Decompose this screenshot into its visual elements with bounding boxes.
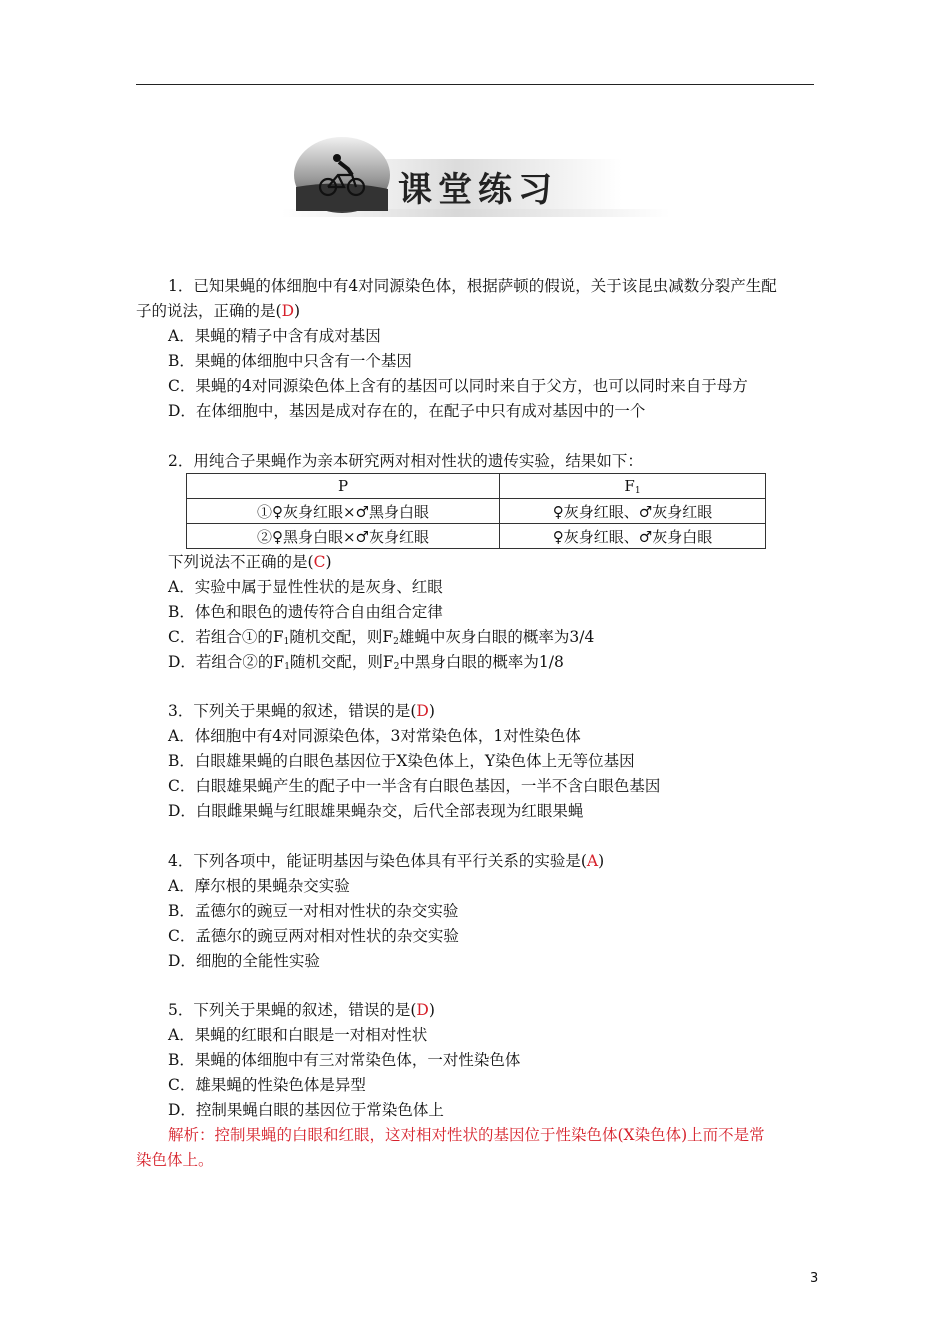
q1-option-b: B．果蝇的体细胞中只含有一个基因 (168, 352, 412, 370)
q3-option-b: B．白眼雄果蝇的白眼色基因位于X染色体上，Y染色体上无等位基因 (168, 752, 635, 770)
q2-stem: 2．用纯合子果蝇作为亲本研究两对相对性状的遗传实验，结果如下： (168, 452, 643, 470)
q5-option-a: A．果蝇的红眼和白眼是一对相对性状 (168, 1026, 428, 1044)
q4-option-d: D．细胞的全能性实验 (168, 952, 320, 970)
q2-answer: C (313, 553, 326, 571)
q3-stem: 3．下列关于果蝇的叙述，错误的是(D) (168, 702, 435, 720)
section-banner (282, 131, 670, 221)
q5-stem: 5．下列关于果蝇的叙述，错误的是(D) (168, 1001, 435, 1019)
q3-answer: D (416, 702, 429, 720)
q5-option-b: B．果蝇的体细胞中有三对常染色体，一对性染色体 (168, 1051, 521, 1069)
q1-option-d: D．在体细胞中，基因是成对存在的，在配子中只有成对基因中的一个 (168, 402, 646, 420)
q1-option-c: C．果蝇的4对同源染色体上含有的基因可以同时来自于父方，也可以同时来自于母方 (168, 377, 748, 395)
q5-option-c: C．雄果蝇的性染色体是异型 (168, 1076, 366, 1094)
q2-cross-table (186, 473, 766, 549)
table-row (187, 524, 766, 549)
q5-answer: D (416, 1001, 429, 1019)
q1-answer: D (281, 302, 294, 320)
row1-parents: ①♀灰身红眼×♂黑身白眼 (187, 499, 500, 524)
q1-option-a: A．果蝇的精子中含有成对基因 (168, 327, 381, 345)
q3-option-c: C．白眼雄果蝇产生的配子中一半含有白眼色基因，一半不含白眼色基因 (168, 777, 661, 795)
q3-option-d: D．白眼雌果蝇与红眼雄果蝇杂交，后代全部表现为红眼果蝇 (168, 802, 584, 820)
q4-answer: A (586, 852, 599, 870)
header-p: P (187, 474, 500, 499)
q2-option-d: D．若组合②的$F_1$随机交配，则$F_2$中黑身白眼的概率为1/8 (168, 653, 564, 672)
q2-option-a: A．实验中属于显性性状的是灰身、红眼 (168, 578, 443, 596)
q2-option-b: B．体色和眼色的遗传符合自由组合定律 (168, 603, 443, 621)
q2-ask: 下列说法不正确的是(C) (168, 553, 332, 571)
table-header-row (187, 474, 766, 499)
row2-offspring: ♀灰身红眼、♂灰身白眼 (500, 524, 766, 549)
q4-option-a: A．摩尔根的果蝇杂交实验 (168, 877, 350, 895)
header-f1: $F_1$ (500, 474, 766, 499)
row1-offspring: ♀灰身红眼、♂灰身红眼 (500, 499, 766, 524)
top-rule (136, 84, 814, 85)
page-number: 3 (810, 1271, 819, 1286)
q5-analysis-line1: 解析：控制果蝇的白眼和红眼，这对相对性状的基因位于性染色体(X染色体)上而不是常 (168, 1126, 765, 1144)
q1-stem-line1: 1．已知果蝇的体细胞中有4对同源染色体，根据萨顿的假说，关于该昆虫减数分裂产生配 (168, 277, 777, 295)
q3-option-a: A．体细胞中有4对同源染色体，3对常染色体，1对性染色体 (168, 727, 581, 745)
q5-option-d: D．控制果蝇白眼的基因位于常染色体上 (168, 1101, 444, 1119)
q5-analysis-line2: 染色体上。 (136, 1151, 214, 1169)
banner-title: 课堂练习 (398, 170, 558, 210)
q4-stem: 4．下列各项中，能证明基因与染色体具有平行关系的实验是(A) (168, 852, 605, 870)
q4-option-b: B．孟德尔的豌豆一对相对性状的杂交实验 (168, 902, 459, 920)
q4-option-c: C．孟德尔的豌豆两对相对性状的杂交实验 (168, 927, 459, 945)
q1-stem-line2: 子的说法，正确的是(D) (136, 302, 301, 320)
q2-option-c: C．若组合①的$F_1$随机交配，则$F_2$雄蝇中灰身白眼的概率为3/4 (168, 628, 595, 647)
table-row (187, 499, 766, 524)
row2-parents: ②♀黑身白眼×♂灰身红眼 (187, 524, 500, 549)
